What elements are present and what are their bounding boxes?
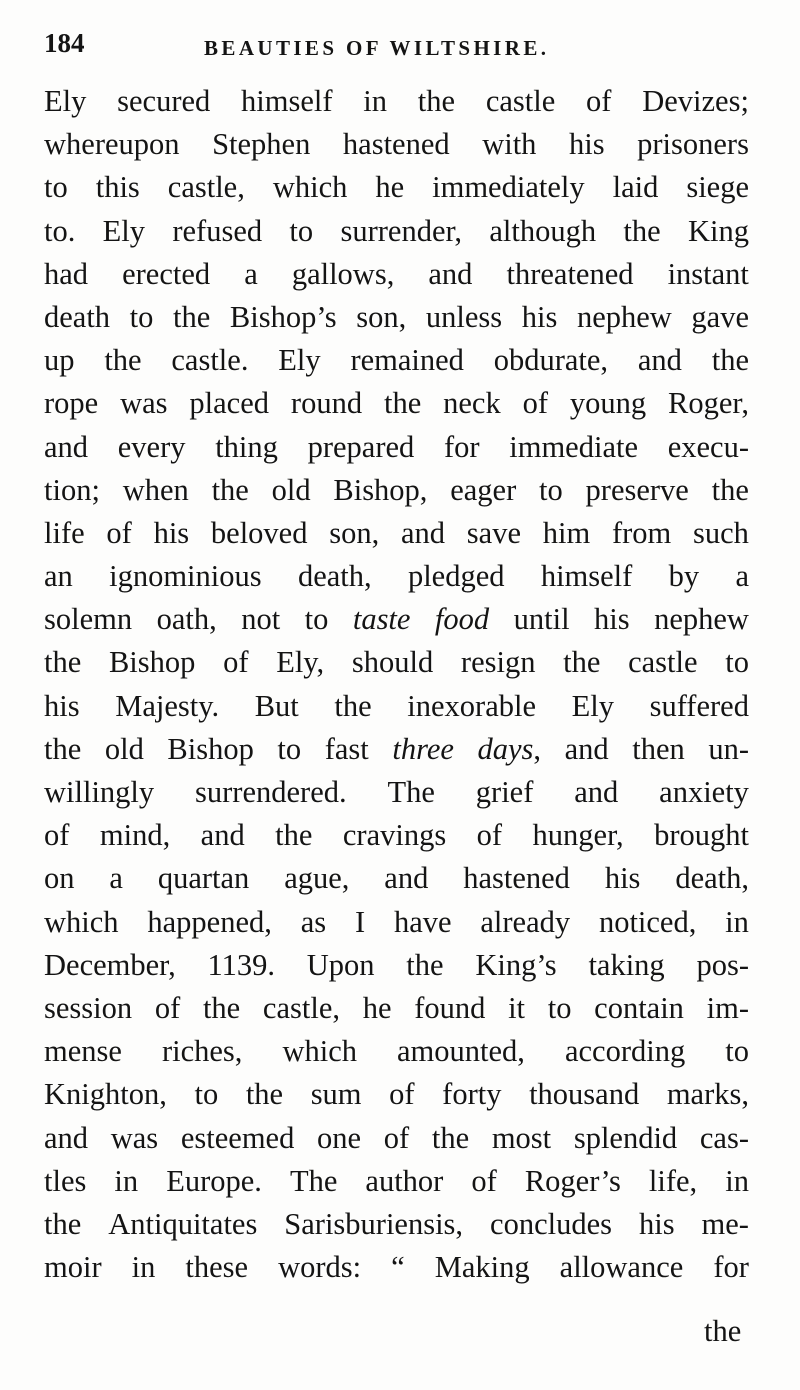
word: suffered xyxy=(649,688,749,723)
word: Ely xyxy=(278,343,321,378)
word: whereupon xyxy=(44,127,180,162)
word: refused xyxy=(172,213,263,248)
word: of xyxy=(522,386,549,421)
word: Sarisburiensis, xyxy=(284,1206,464,1241)
text-line xyxy=(44,210,749,253)
text-line xyxy=(44,901,749,944)
word: to xyxy=(725,645,749,680)
word: December, xyxy=(44,947,176,982)
word: himself xyxy=(540,559,633,594)
word: King’s xyxy=(475,947,557,982)
word: erected xyxy=(122,256,211,291)
word: willingly xyxy=(44,775,155,809)
word: the xyxy=(417,84,456,118)
word: the xyxy=(44,645,82,680)
word: the xyxy=(383,386,422,421)
word: up xyxy=(44,343,75,378)
word: his xyxy=(44,688,80,723)
text-line xyxy=(44,944,749,987)
word: life, xyxy=(648,1163,698,1198)
word: have xyxy=(393,904,452,939)
text-line xyxy=(44,771,749,814)
word: an xyxy=(44,559,73,594)
word: the xyxy=(44,731,82,766)
word: Ely, xyxy=(276,645,325,680)
text-line xyxy=(44,685,749,728)
text-line xyxy=(44,1073,749,1116)
text-line xyxy=(44,728,749,771)
word: a xyxy=(244,256,258,291)
word: hastened xyxy=(342,127,450,162)
word: the xyxy=(44,1206,82,1241)
word: allowance xyxy=(559,1250,684,1285)
word: secured xyxy=(117,84,211,118)
word: Upon xyxy=(306,947,375,982)
word: Ely xyxy=(571,688,614,723)
word: food xyxy=(434,602,490,637)
word: for xyxy=(443,429,480,464)
word: castle, xyxy=(262,990,340,1025)
word: old xyxy=(104,731,144,766)
word: grief xyxy=(475,775,534,809)
word: Roger’s xyxy=(524,1163,621,1198)
word: him xyxy=(542,515,591,550)
word: fast xyxy=(324,731,369,766)
word: it xyxy=(508,990,526,1025)
word: pos- xyxy=(696,947,749,982)
word: 1139. xyxy=(207,947,275,982)
word: taking xyxy=(588,947,665,982)
word: round xyxy=(290,386,363,421)
word: until xyxy=(513,602,570,637)
word: mense xyxy=(44,1034,122,1069)
word: un- xyxy=(708,731,749,766)
word: King xyxy=(688,213,749,248)
word: concludes xyxy=(490,1206,612,1241)
word: surrendered. xyxy=(195,775,347,809)
word: the xyxy=(711,343,749,378)
word: already xyxy=(480,904,571,939)
word: himself xyxy=(241,84,333,118)
text-line xyxy=(44,814,749,857)
word: a xyxy=(735,559,749,594)
word: ague, xyxy=(284,861,350,896)
word: the xyxy=(563,645,601,680)
word: to xyxy=(289,213,314,248)
word: execu- xyxy=(667,429,749,464)
text-line xyxy=(44,296,749,339)
word: preserve xyxy=(585,472,689,507)
word: Ely xyxy=(44,84,87,118)
word: of xyxy=(586,84,612,118)
word: should xyxy=(351,645,434,680)
word: castle xyxy=(628,645,698,680)
word: sum xyxy=(310,1077,362,1112)
word: “ xyxy=(391,1250,405,1285)
word: tion; xyxy=(44,472,100,507)
word: in xyxy=(725,1163,749,1198)
word: contain xyxy=(594,990,684,1025)
running-title: BEAUTIES OF WILTSHIRE. xyxy=(204,36,550,60)
word: marks, xyxy=(666,1077,749,1112)
word: Europe. xyxy=(166,1163,262,1198)
word: session xyxy=(44,990,133,1025)
word: noticed, xyxy=(598,904,697,939)
word: young xyxy=(569,386,647,421)
word: anxiety xyxy=(659,775,749,809)
word: the xyxy=(406,947,444,982)
word: which xyxy=(282,1034,357,1069)
word: this xyxy=(95,170,140,205)
word: beloved xyxy=(210,515,308,550)
word: placed xyxy=(189,386,270,421)
word: when xyxy=(122,472,189,507)
word: found xyxy=(414,990,486,1025)
word: tles xyxy=(44,1163,87,1198)
text-line xyxy=(44,1117,749,1160)
word: of xyxy=(383,1120,410,1155)
word: neck xyxy=(443,386,501,421)
word: The xyxy=(289,1163,338,1198)
word: he xyxy=(375,170,405,205)
word: castle xyxy=(485,84,556,118)
word: his xyxy=(521,299,558,334)
word: save xyxy=(466,515,521,550)
word: his xyxy=(594,602,630,637)
word: splendid xyxy=(573,1120,678,1155)
word: thing xyxy=(215,429,278,464)
word: nephew xyxy=(576,299,672,334)
page-header xyxy=(44,28,756,68)
word: the xyxy=(104,343,142,378)
word: one xyxy=(317,1120,362,1155)
word: brought xyxy=(654,818,749,853)
word: and xyxy=(637,343,682,378)
word: thousand xyxy=(529,1077,640,1112)
word: gave xyxy=(691,299,749,334)
word: son, xyxy=(329,515,380,550)
word: and xyxy=(384,861,429,896)
word: in xyxy=(363,84,388,118)
word: of xyxy=(471,1163,497,1198)
word: of xyxy=(476,818,503,853)
word: Devizes; xyxy=(642,84,749,118)
word: the xyxy=(275,818,313,853)
word: old xyxy=(271,472,311,507)
text-line xyxy=(44,1160,749,1203)
word: castle, xyxy=(167,170,245,205)
word: Majesty. xyxy=(115,688,220,723)
word: son, xyxy=(356,299,407,334)
word: Bishop, xyxy=(333,472,428,507)
text-line xyxy=(44,987,749,1030)
word: had xyxy=(44,256,89,291)
word: cas- xyxy=(699,1120,749,1155)
word: and xyxy=(574,775,619,809)
word: days, xyxy=(477,731,542,766)
word: Stephen xyxy=(212,127,311,162)
word: The xyxy=(387,775,435,809)
word: and xyxy=(400,515,446,550)
word: obdurate, xyxy=(493,343,609,378)
text-line xyxy=(44,555,749,598)
word: eager xyxy=(450,472,517,507)
body-text xyxy=(44,80,749,1289)
word: moir xyxy=(44,1250,102,1285)
word: to xyxy=(194,1077,219,1112)
word: the xyxy=(202,990,241,1025)
word: death xyxy=(44,299,111,334)
word: But xyxy=(254,688,299,723)
word: to xyxy=(304,602,329,637)
word: of xyxy=(106,515,132,550)
word: threatened xyxy=(506,256,634,291)
word: which xyxy=(272,170,348,205)
text-line xyxy=(44,382,749,425)
word: prepared xyxy=(307,429,415,464)
word: a xyxy=(109,861,123,896)
word: riches, xyxy=(161,1034,243,1069)
word: to xyxy=(547,990,572,1025)
word: death, xyxy=(297,559,372,594)
word: of xyxy=(389,1077,415,1112)
word: surrender, xyxy=(340,213,463,248)
word: to xyxy=(129,299,154,334)
word: to. xyxy=(44,213,76,248)
word: Antiquitates xyxy=(108,1206,258,1241)
word: resign xyxy=(460,645,536,680)
word: siege xyxy=(686,170,749,205)
word: nephew xyxy=(654,602,749,637)
text-line xyxy=(44,1203,749,1246)
word: was xyxy=(110,1120,159,1155)
word: then xyxy=(632,731,685,766)
word: mind, xyxy=(99,818,171,853)
word: I xyxy=(354,904,366,939)
word: his xyxy=(153,515,190,550)
word: he xyxy=(362,990,392,1025)
word: three xyxy=(392,731,454,766)
word: by xyxy=(668,559,700,594)
word: most xyxy=(491,1120,552,1155)
word: not xyxy=(241,602,281,637)
word: every xyxy=(117,429,186,464)
word: the xyxy=(245,1077,284,1112)
word: immediate xyxy=(509,429,638,464)
word: me- xyxy=(701,1206,749,1241)
text-line xyxy=(44,1030,749,1073)
word: Making xyxy=(434,1250,530,1285)
word: of xyxy=(154,990,181,1025)
word: of xyxy=(223,645,249,680)
word: rope xyxy=(44,386,99,421)
text-line xyxy=(44,1246,749,1289)
word: the xyxy=(334,688,372,723)
word: Bishop’s xyxy=(229,299,337,334)
word: words: xyxy=(278,1250,362,1285)
word: remained xyxy=(350,343,464,378)
word: im- xyxy=(706,990,749,1025)
word: and xyxy=(564,731,609,766)
word: the xyxy=(711,472,749,507)
word: and xyxy=(200,818,245,853)
word: and xyxy=(44,1120,89,1155)
word: for xyxy=(713,1250,749,1285)
catchword: the xyxy=(704,1314,742,1348)
word: his xyxy=(638,1206,675,1241)
word: such xyxy=(692,515,749,550)
word: inexorable xyxy=(407,688,536,723)
word: although xyxy=(489,213,597,248)
word: amounted, xyxy=(397,1034,525,1069)
word: these xyxy=(185,1250,249,1285)
text-line xyxy=(44,512,749,555)
word: according xyxy=(564,1034,686,1069)
word: in xyxy=(131,1250,156,1285)
word: the xyxy=(431,1120,470,1155)
word: pledged xyxy=(407,559,505,594)
word: to xyxy=(44,170,68,205)
word: life xyxy=(44,515,85,550)
text-line xyxy=(44,339,749,382)
word: hastened xyxy=(463,861,570,896)
word: which xyxy=(44,904,119,939)
word: to xyxy=(725,1034,749,1069)
text-line xyxy=(44,426,749,469)
word: solemn xyxy=(44,602,133,637)
text-line xyxy=(44,469,749,512)
word: death, xyxy=(675,861,749,896)
word: forty xyxy=(442,1077,502,1112)
page-number: 184 xyxy=(44,28,85,58)
word: author xyxy=(365,1163,444,1198)
word: Knighton, xyxy=(44,1077,167,1112)
word: castle. xyxy=(171,343,249,378)
word: on xyxy=(44,861,75,896)
word: prisoners xyxy=(637,127,749,162)
word: and xyxy=(44,429,89,464)
text-line xyxy=(44,123,749,166)
word: cravings xyxy=(342,818,447,853)
word: to xyxy=(539,472,563,507)
word: was xyxy=(120,386,168,421)
text-line xyxy=(44,80,749,123)
word: and xyxy=(428,256,473,291)
word: unless xyxy=(425,299,503,334)
word: oath, xyxy=(156,602,217,637)
word: instant xyxy=(667,256,749,291)
word: with xyxy=(482,127,537,162)
text-line xyxy=(44,166,749,209)
word: from xyxy=(611,515,672,550)
word: his xyxy=(604,861,641,896)
word: esteemed xyxy=(180,1120,295,1155)
word: to xyxy=(277,731,302,766)
text-line xyxy=(44,598,749,641)
word: ignominious xyxy=(109,559,262,594)
word: Roger, xyxy=(668,386,749,421)
text-line xyxy=(44,253,749,296)
word: of xyxy=(44,818,70,853)
word: Bishop xyxy=(108,645,196,680)
word: in xyxy=(114,1163,139,1198)
word: his xyxy=(568,127,605,162)
word: the xyxy=(211,472,249,507)
word: taste xyxy=(352,602,411,637)
text-line xyxy=(44,641,749,684)
word: in xyxy=(725,904,749,939)
word: the xyxy=(173,299,211,334)
word: as xyxy=(300,904,327,939)
word: happened, xyxy=(147,904,272,939)
word: gallows, xyxy=(291,256,395,291)
word: Ely xyxy=(102,213,146,248)
word: immediately xyxy=(432,170,585,205)
word: the xyxy=(623,213,661,248)
word: Bishop xyxy=(167,731,254,766)
word: laid xyxy=(612,170,659,205)
text-line xyxy=(44,857,749,900)
word: hunger, xyxy=(532,818,624,853)
word: quartan xyxy=(157,861,250,896)
